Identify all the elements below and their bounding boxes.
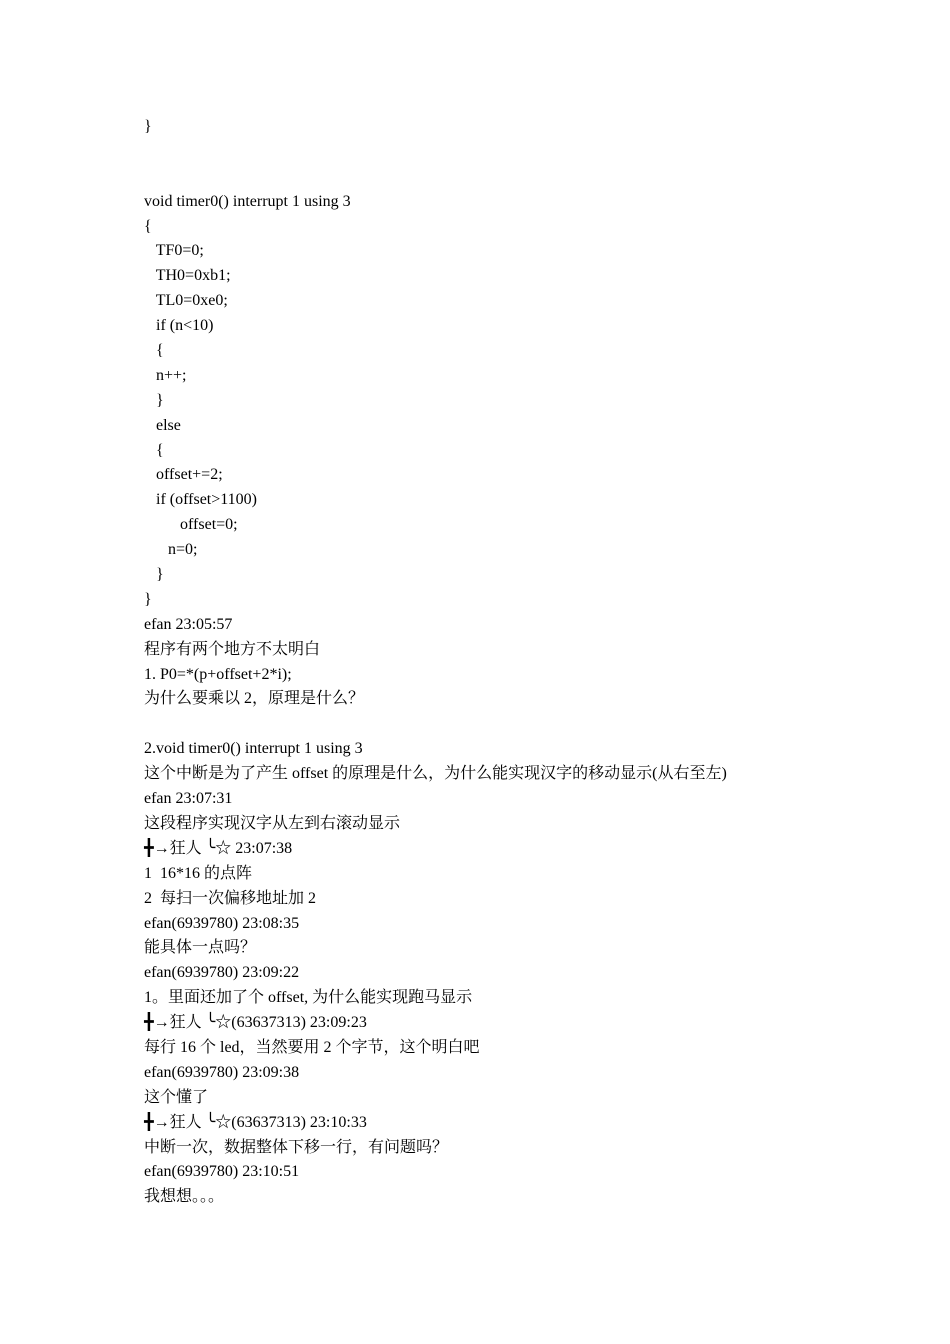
- code-line: }: [144, 566, 164, 584]
- chat-message: 程序有两个地方不太明白: [144, 640, 321, 658]
- chat-message: 1 16*16 的点阵: [144, 864, 253, 882]
- code-line: n=0;: [144, 541, 198, 559]
- chat-header: efan(6939780) 23:09:38: [144, 1063, 300, 1081]
- blank-line: [144, 712, 844, 737]
- chat-message: 2 每扫一次偏移地址加 2: [144, 889, 317, 907]
- code-line: {: [144, 342, 164, 360]
- chat-header: efan(6939780) 23:09:22: [144, 964, 300, 982]
- code-line: }: [144, 118, 152, 135]
- code-line: if (n<10): [144, 317, 214, 335]
- chat-message: 这个懂了: [144, 1088, 209, 1106]
- chat-message: 1。里面还加了个 offset, 为什么能实现跑马显示: [144, 989, 473, 1007]
- chat-message: 1. P0=*(p+offset+2*i);: [144, 665, 292, 683]
- chat-log-text: [144, 115, 844, 1210]
- code-line: offset+=2;: [144, 466, 223, 484]
- chat-message: 为什么要乘以 2，原理是什么？: [144, 690, 365, 708]
- chat-message: 每行 16 个 led，当然要用 2 个字节，这个明白吧: [144, 1038, 480, 1056]
- code-line: n++;: [144, 366, 187, 384]
- chat-message: 这段程序实现汉字从左到右滚动显示: [144, 814, 401, 832]
- code-line: }: [144, 391, 164, 409]
- chat-message: 中断一次，数据整体下移一行，有问题吗？: [144, 1138, 449, 1156]
- chat-message: 能具体一点吗？: [144, 939, 257, 957]
- chat-header: ╋→狂人 ╰☆ 23:07:38: [144, 839, 293, 857]
- chat-header: efan 23:07:31: [144, 790, 233, 808]
- chat-header: ╋→狂人 ╰☆(63637313) 23:10:33: [144, 1113, 367, 1131]
- chat-message: 我想想。。。: [144, 1188, 225, 1206]
- code-line: if (offset>1100): [144, 491, 257, 509]
- chat-message: 这个中断是为了产生 offset 的原理是什么，为什么能实现汉字的移动显示(从右至左): [144, 765, 727, 783]
- code-line: TF0=0;: [144, 242, 204, 260]
- code-line: TH0=0xb1;: [144, 267, 231, 285]
- blank-line: [144, 165, 844, 190]
- chat-header: ╋→狂人 ╰☆(63637313) 23:09:23: [144, 1014, 367, 1032]
- chat-header: efan(6939780) 23:10:51: [144, 1163, 300, 1181]
- blank-line: [144, 140, 844, 165]
- code-line: }: [144, 590, 152, 608]
- code-line: {: [144, 217, 152, 235]
- code-line: else: [144, 416, 181, 434]
- code-line: {: [144, 441, 164, 459]
- code-line: TL0=0xe0;: [144, 292, 228, 310]
- chat-header: efan 23:05:57: [144, 615, 233, 633]
- chat-message: 2.void timer0() interrupt 1 using 3: [144, 740, 363, 758]
- code-line: void timer0() interrupt 1 using 3: [144, 192, 351, 210]
- code-line: offset=0;: [144, 516, 238, 534]
- chat-header: efan(6939780) 23:08:35: [144, 914, 300, 932]
